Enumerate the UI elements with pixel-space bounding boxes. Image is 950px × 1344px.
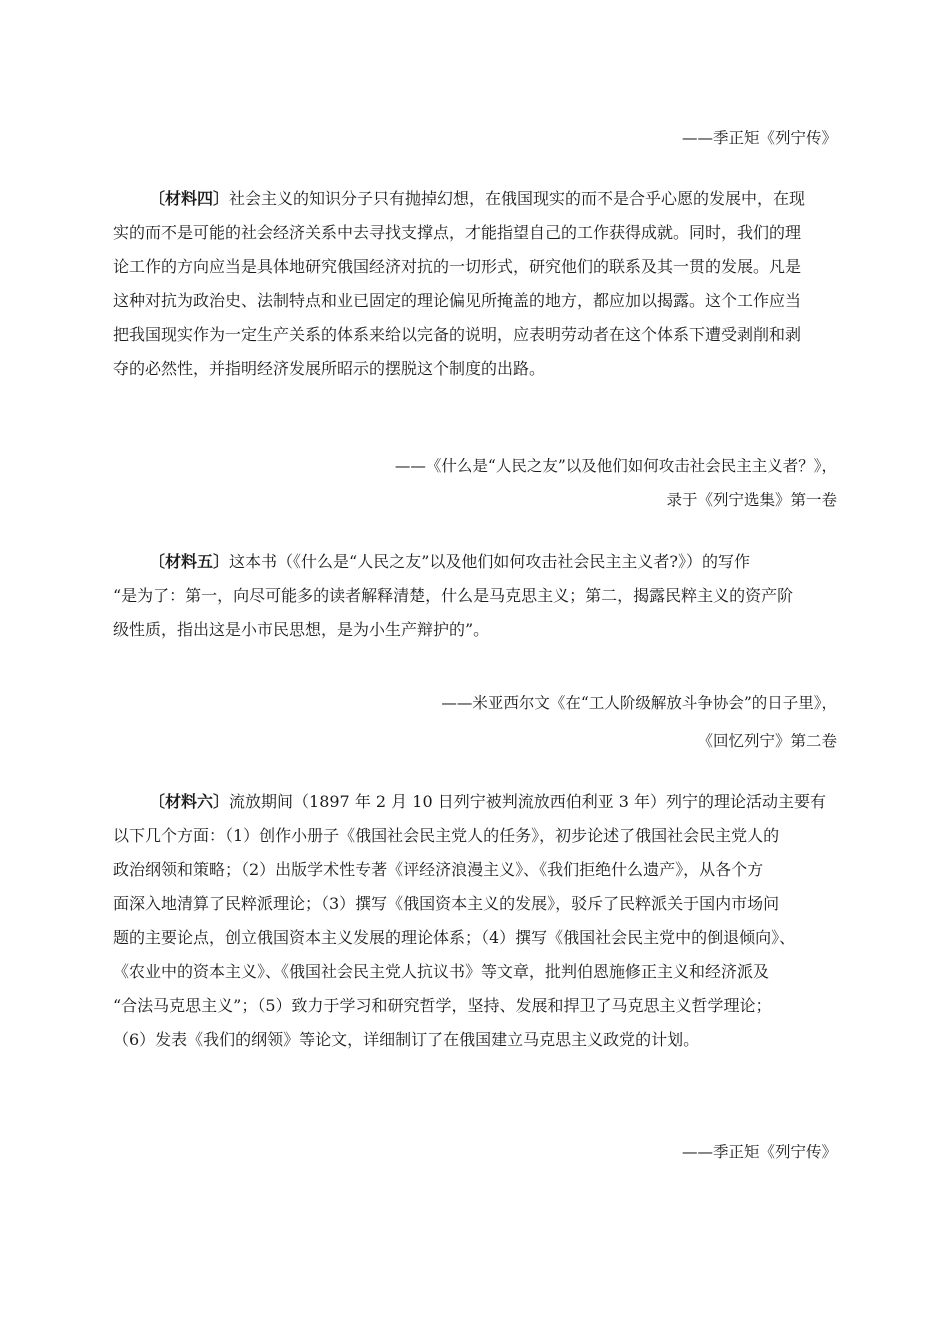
paragraph-line: “合法马克思主义”；（5）致力于学习和研究哲学，坚持、发展和捍卫了马克思主义哲学理论； bbox=[113, 996, 772, 1015]
material-tag: 〔材料六〕 bbox=[149, 792, 230, 811]
paragraph-line: 这种对抗为政治史、法制特点和业已固定的理论偏见所掩盖的地方，都应加以揭露。这个工作应当 bbox=[113, 291, 802, 310]
material-tag: 〔材料四〕 bbox=[149, 189, 230, 208]
material-five-paragraph bbox=[113, 545, 840, 647]
paragraph-line: 以下几个方面：（1）创作小册子《俄国社会民主党人的任务》，初步论述了俄国社会民主党人的 bbox=[113, 826, 780, 845]
paragraph-line: 政治纲领和策略；（2）出版学术性专著《评经济浪漫主义》、《我们拒绝什么遗产》，从各个方 bbox=[113, 860, 764, 879]
material-four-attribution-line2: 录于《列宁选集》第一卷 bbox=[666, 491, 837, 509]
material-four-paragraph bbox=[113, 182, 840, 386]
paragraph-line: 把我国现实作为一定生产关系的体系来给以完备的说明，应表明劳动者在这个体系下遭受剥削和剥 bbox=[113, 325, 802, 344]
material-tag: 〔材料五〕 bbox=[149, 552, 230, 571]
paragraph-line: 《农业中的资本主义》、《俄国社会民主党人抗议书》等文章，批判伯恩施修正主义和经济派及 bbox=[113, 962, 770, 981]
paragraph-line: 级性质，指出这是小市民思想，是为小生产辩护的”。 bbox=[113, 620, 490, 639]
paragraph-line: 〔材料六〕流放期间（1897 年 2 月 10 日列宁被判流放西伯利亚 3 年）列宁的理论活动主要有 bbox=[149, 792, 827, 811]
paragraph-line: 题的主要论点，创立俄国资本主义发展的理论体系；（4）撰写《俄国社会民主党中的倒退倾向》、 bbox=[113, 928, 796, 947]
paragraph-line: “是为了：第一，向尽可能多的读者解释清楚，什么是马克思主义；第二，揭露民粹主义的资产阶 bbox=[113, 586, 794, 605]
paragraph-line: 面深入地清算了民粹派理论；（3）撰写《俄国资本主义的发展》，驳斥了民粹派关于国内市场问 bbox=[113, 894, 780, 913]
attribution-top: ——季正矩《列宁传》 bbox=[681, 129, 837, 147]
material-five-attribution-line1: ——米亚西尔文《在“工人阶级解放斗争协会”的日子里》， bbox=[441, 694, 837, 712]
paragraph-line: 实的而不是可能的社会经济关系中去寻找支撑点，才能指望自己的工作获得成就。同时，我们的理 bbox=[113, 223, 802, 242]
paragraph-line: 〔材料五〕这本书（《什么是“人民之友”以及他们如何攻击社会民主主义者?》）的写作 bbox=[149, 552, 750, 571]
material-six-paragraph bbox=[113, 785, 840, 1057]
material-four-attribution-line1: ——《什么是“人民之友”以及他们如何攻击社会民主主义者？》， bbox=[394, 457, 837, 475]
material-five-attribution-line2: 《回忆列宁》第二卷 bbox=[697, 732, 837, 750]
paragraph-line: 〔材料四〕社会主义的知识分子只有抛掉幻想，在俄国现实的而不是合乎心愿的发展中，在现 bbox=[149, 189, 806, 208]
paragraph-line: （6）发表《我们的纲领》等论文，详细制订了在俄国建立马克思主义政党的计划。 bbox=[113, 1030, 700, 1049]
material-six-attribution: ——季正矩《列宁传》 bbox=[681, 1143, 837, 1161]
paragraph-line: 夺的必然性，并指明经济发展所昭示的摆脱这个制度的出路。 bbox=[113, 359, 546, 378]
paragraph-line: 论工作的方向应当是具体地研究俄国经济对抗的一切形式，研究他们的联系及其一贯的发展。凡是 bbox=[113, 257, 802, 276]
